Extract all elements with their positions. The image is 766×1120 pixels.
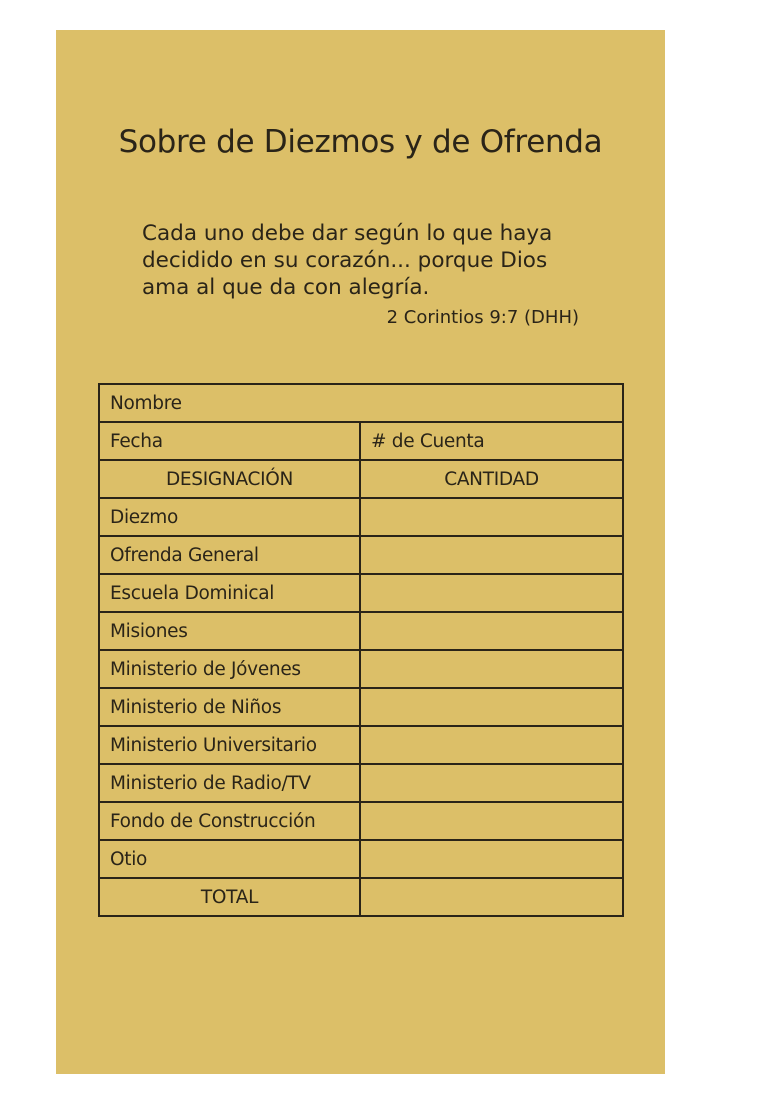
designation-label: Fondo de Construcción <box>99 802 360 840</box>
amount-field[interactable] <box>360 802 623 840</box>
amount-field[interactable] <box>360 574 623 612</box>
designation-label: Otio <box>99 840 360 878</box>
envelope-title: Sobre de Diezmos y de Ofrenda <box>118 124 603 160</box>
designation-header: DESIGNACIÓN <box>99 460 360 498</box>
bible-verse <box>142 220 582 301</box>
table-row <box>99 688 623 726</box>
amount-field[interactable] <box>360 536 623 574</box>
table-row <box>99 612 623 650</box>
amount-field[interactable] <box>360 726 623 764</box>
offering-envelope <box>56 30 665 1074</box>
amount-field[interactable] <box>360 650 623 688</box>
designation-label: Ministerio de Radio/TV <box>99 764 360 802</box>
date-label: Fecha <box>110 430 163 452</box>
verse-line: ama al que da con alegría. <box>142 275 430 300</box>
designation-label: Ministerio de Jóvenes <box>99 650 360 688</box>
total-row <box>99 878 623 916</box>
designation-label: Ministerio Universitario <box>99 726 360 764</box>
verse-line: Cada uno debe dar según lo que haya <box>142 221 553 246</box>
table-row <box>99 726 623 764</box>
account-label: # de Cuenta <box>371 430 485 452</box>
amount-field[interactable] <box>360 764 623 802</box>
table-row <box>99 650 623 688</box>
header-row <box>99 460 623 498</box>
table-row <box>99 574 623 612</box>
designation-label: Diezmo <box>99 498 360 536</box>
amount-field[interactable] <box>360 688 623 726</box>
amount-field[interactable] <box>360 612 623 650</box>
total-label: TOTAL <box>99 878 360 916</box>
name-label: Nombre <box>110 392 182 414</box>
account-field[interactable] <box>360 422 623 460</box>
table-row <box>99 802 623 840</box>
designation-label: Escuela Dominical <box>99 574 360 612</box>
amount-field[interactable] <box>360 498 623 536</box>
name-row <box>99 384 623 422</box>
offering-form-table <box>98 383 624 917</box>
table-row <box>99 764 623 802</box>
table-row <box>99 498 623 536</box>
designation-label: Misiones <box>99 612 360 650</box>
designation-label: Ministerio de Niños <box>99 688 360 726</box>
amount-field[interactable] <box>360 840 623 878</box>
date-account-row <box>99 422 623 460</box>
table-row <box>99 536 623 574</box>
designation-label: Ofrenda General <box>99 536 360 574</box>
table-row <box>99 840 623 878</box>
date-field[interactable] <box>99 422 360 460</box>
verse-reference: 2 Corintios 9:7 (DHH) <box>386 307 579 328</box>
verse-line: decidido en su corazón... porque Dios <box>142 248 548 273</box>
total-amount-field[interactable] <box>360 878 623 916</box>
name-field[interactable] <box>99 384 623 422</box>
amount-header: CANTIDAD <box>360 460 623 498</box>
